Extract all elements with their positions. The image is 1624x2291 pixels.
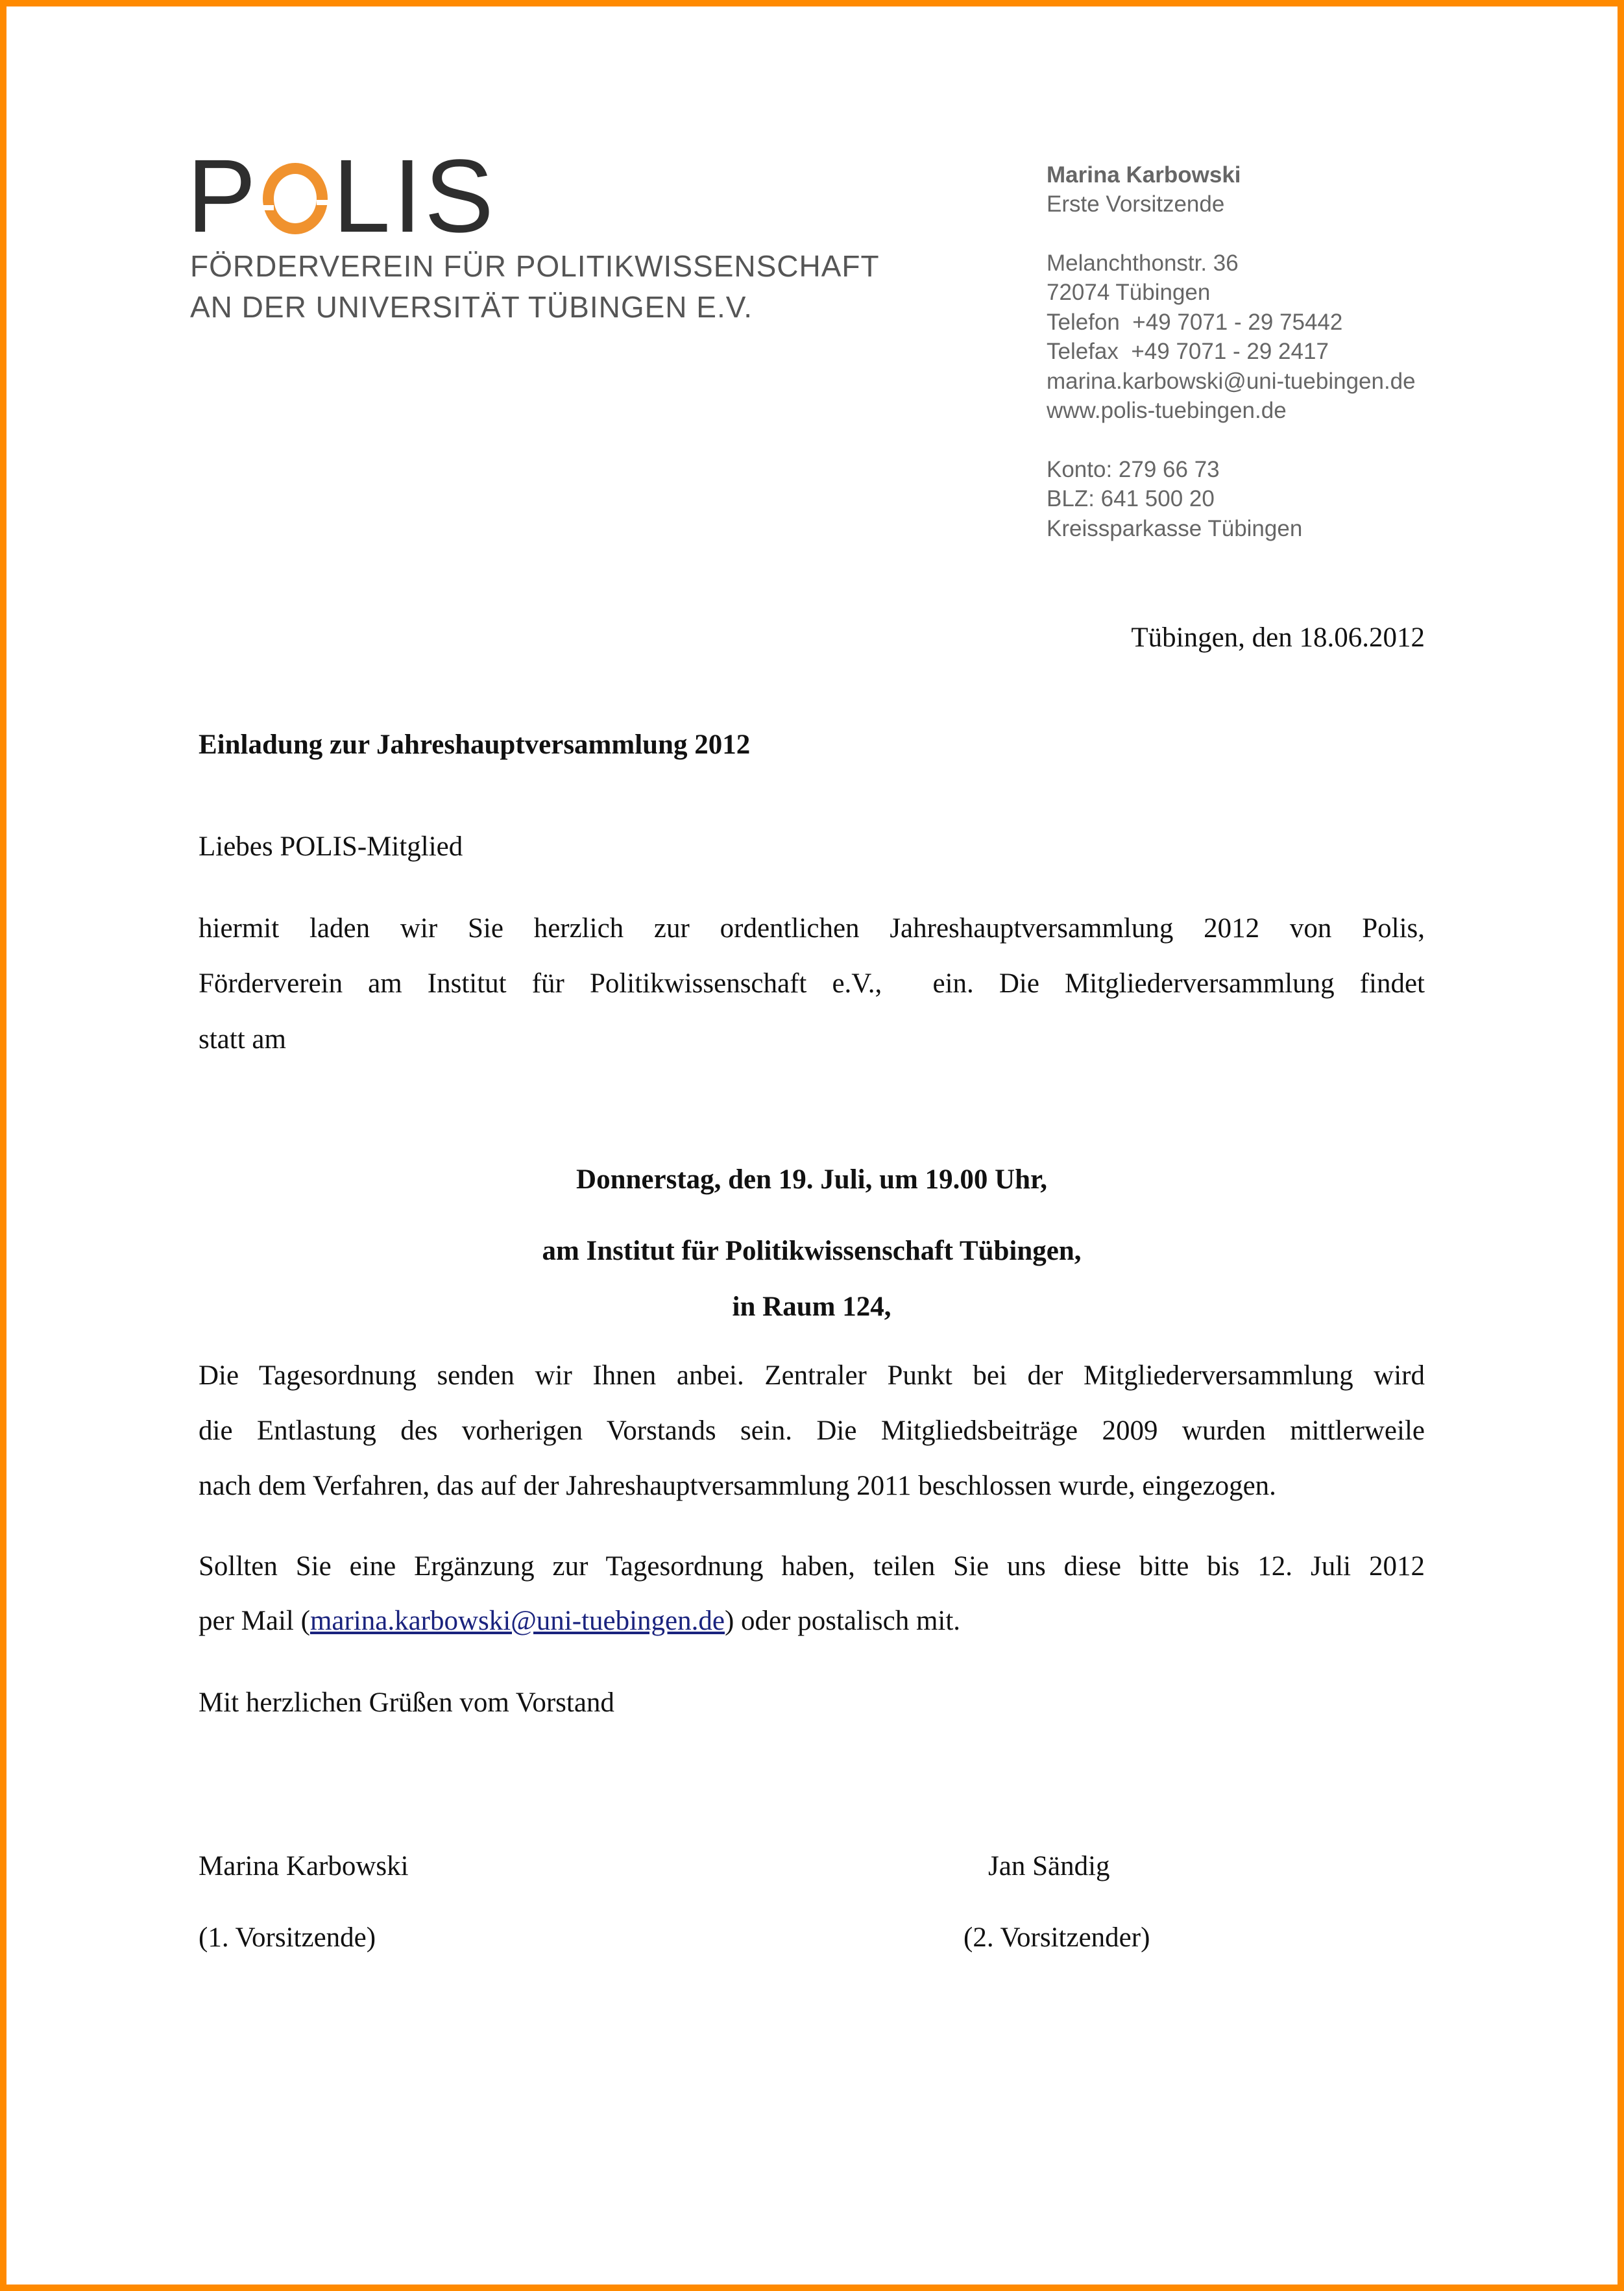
signature-role-2: (2. Vorsitzender) <box>963 1922 1150 1953</box>
event-room: in Raum 124, <box>732 1292 891 1322</box>
salutation: Liebes POLIS-Mitglied <box>199 831 463 862</box>
paragraph-line <box>199 1602 960 1641</box>
sender-name: Marina Karbowski <box>1047 162 1241 188</box>
paragraph-line: die Entlastung des vorherigen Vorstands sein. Die Mitgliedsbeiträge 2009 wurden mittlerweile <box>199 1415 1425 1446</box>
bank-code: BLZ: 641 500 20 <box>1047 486 1215 511</box>
sender-fax: Telefax +49 7071 - 29 2417 <box>1047 339 1329 364</box>
text: ) oder postalisch mit. <box>724 1606 961 1636</box>
text: per Mail ( <box>199 1606 310 1636</box>
letter-subject: Einladung zur Jahreshauptversammlung 2012 <box>199 729 751 760</box>
logo-subtitle-2: AN DER UNIVERSITÄT TÜBINGEN E.V. <box>190 290 753 324</box>
signature-name-2: Jan Sändig <box>988 1851 1110 1881</box>
bank-name: Kreissparkasse Tübingen <box>1047 516 1303 541</box>
logo-ring-icon <box>263 163 328 234</box>
paragraph-line: hiermit laden wir Sie herzlich zur ordentlichen Jahreshauptversammlung 2012 von Polis, <box>199 913 1425 944</box>
polis-logo: P LIS <box>187 138 496 254</box>
closing: Mit herzlichen Grüßen vom Vorstand <box>199 1687 614 1718</box>
event-date: Donnerstag, den 19. Juli, um 19.00 Uhr, <box>576 1164 1047 1195</box>
sender-website: www.polis-tuebingen.de <box>1047 398 1287 423</box>
bank-account: Konto: 279 66 73 <box>1047 457 1220 482</box>
paragraph-line: Sollten Sie eine Ergänzung zur Tagesordnung haben, teilen Sie uns diese bitte bis 12. Juli 2012 <box>199 1551 1425 1582</box>
sender-phone: Telefon +49 7071 - 29 75442 <box>1047 310 1343 335</box>
paragraph-line: Die Tagesordnung senden wir Ihnen anbei. Zentraler Punkt bei der Mitgliederversammlung wird <box>199 1360 1425 1391</box>
sender-street: Melanchthonstr. 36 <box>1047 251 1239 276</box>
sender-role: Erste Vorsitzende <box>1047 191 1225 217</box>
logo-subtitle-1: FÖRDERVEREIN FÜR POLITIKWISSENSCHAFT <box>190 249 880 283</box>
event-location: am Institut für Politikwissenschaft Tübingen, <box>542 1236 1082 1266</box>
sender-email: marina.karbowski@uni-tuebingen.de <box>1047 369 1416 394</box>
signature-name-1: Marina Karbowski <box>199 1851 409 1881</box>
paragraph-line: Förderverein am Institut für Politikwissenschaft e.V., ein. Die Mitgliederversammlung findet <box>199 968 1425 999</box>
paragraph-line: nach dem Verfahren, das auf der Jahreshauptversammlung 2011 beschlossen wurde, eingezogen. <box>199 1471 1276 1501</box>
paragraph-line: statt am <box>199 1024 286 1055</box>
signature-role-1: (1. Vorsitzende) <box>199 1922 376 1953</box>
sender-city: 72074 Tübingen <box>1047 280 1211 305</box>
letter-date: Tübingen, den 18.06.2012 <box>1131 622 1425 653</box>
email-link[interactable]: marina.karbowski@uni-tuebingen.de <box>309 1606 725 1636</box>
